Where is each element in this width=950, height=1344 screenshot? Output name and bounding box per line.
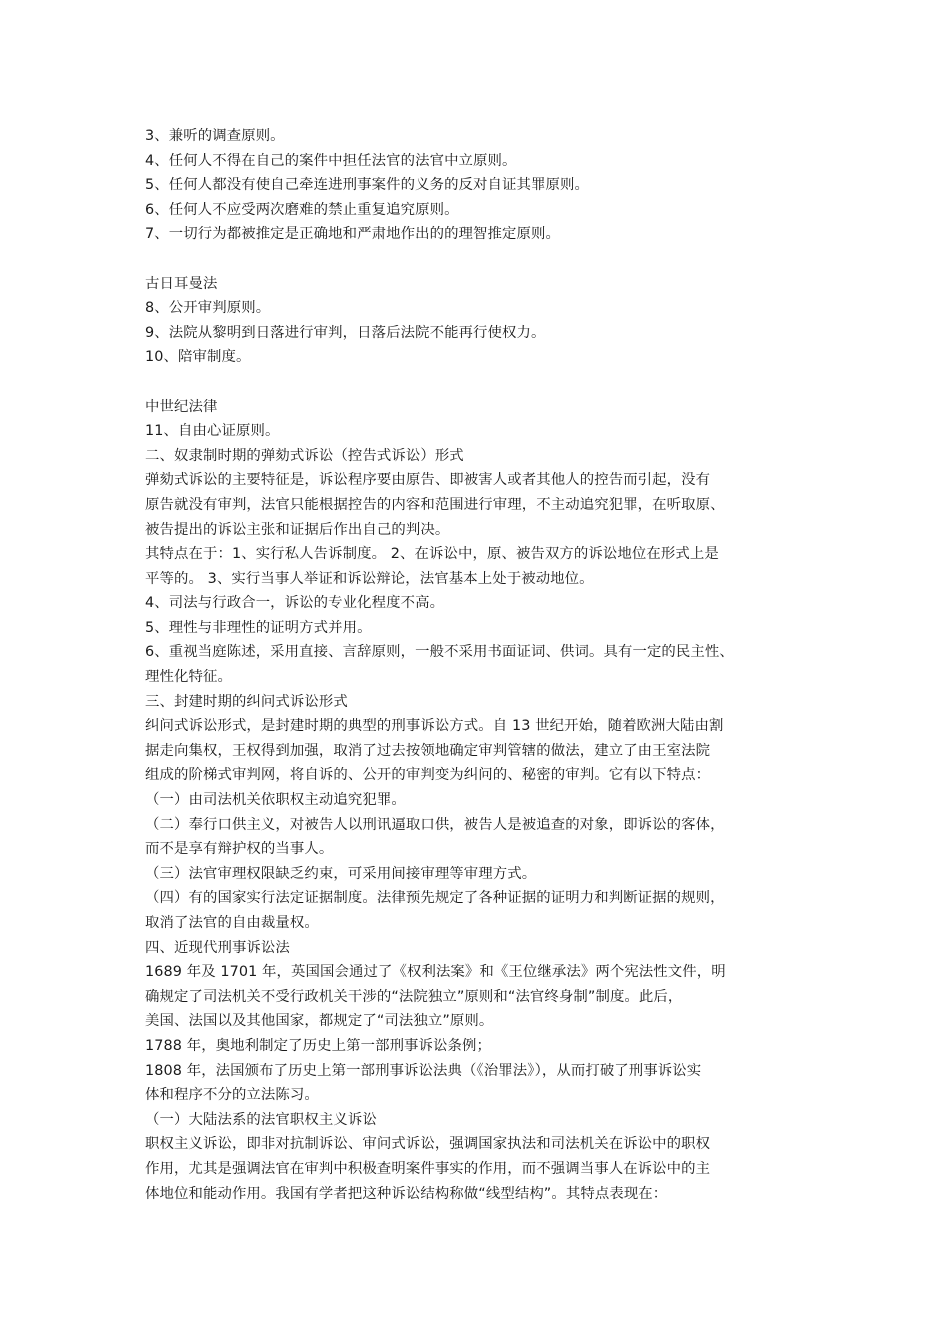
text-line: 8、公开审判原则。 [145,300,271,317]
text-line: 组成的阶梯式审判网，将自诉的、公开的审判变为纠问的、秘密的审判。它有以下特点： [145,767,711,784]
blank-line [145,370,825,395]
text-line: 5、理性与非理性的证明方式并用。 [145,619,372,636]
text-line: 美国、法国以及其他国家，都规定了“司法独立”原则。 [145,1013,494,1030]
text-line: 平等的。 3、实行当事人举证和诉讼辩论，法官基本上处于被动地位。 [145,570,594,587]
document-body [145,124,825,1206]
text-line: 古日耳曼法 [145,275,218,292]
text-line: 弹劾式诉讼的主要特征是，诉讼程序要由原告、即被害人或者其他人的控告而引起，没有 [145,472,711,489]
text-line: 取消了法官的自由裁量权。 [145,915,319,931]
text-line: 职权主义诉讼，即非对抗制诉讼、审问式诉讼，强调国家执法和司法机关在诉讼中的职权 [145,1136,711,1153]
text-line: 1808 年，法国颁布了历史上第一部刑事诉讼法典（《治罪法》），从而打破了刑事诉讼实 [145,1062,702,1079]
text-line: 3、兼听的调查原则。 [145,128,285,144]
text-line: 1788 年，奥地利制定了历史上第一部刑事诉讼条例； [145,1037,492,1054]
text-line: 确规定了司法机关不受行政机关干涉的“法院独立”原则和“法官终身制”制度。此后， [145,988,683,1005]
text-line: 其特点在于：1、实行私人告诉制度。 2、在诉讼中，原、被告双方的诉讼地位在形式上是 [145,546,719,563]
text-line: 作用，尤其是强调法官在审判中积极查明案件事实的作用，而不强调当事人在诉讼中的主 [145,1160,711,1177]
text-line: 而不是享有辩护权的当事人。 [145,841,334,858]
text-line: 三、封建时期的纠问式诉讼形式 [145,693,348,710]
text-line: 4、司法与行政合一，诉讼的专业化程度不高。 [145,595,445,612]
text-line: 被告提出的诉讼主张和证据后作出自己的判决。 [145,521,450,538]
text-line: （四）有的国家实行法定证据制度。法律预先规定了各种证据的证明力和判断证据的规则， [145,890,725,907]
text-line: 9、法院从黎明到日落进行审判，日落后法院不能再行使权力。 [145,324,546,341]
text-line: 7、一切行为都被推定是正确地和严肃地作出的的理智推定原则。 [145,226,560,243]
text-line: 据走向集权，王权得到加强，取消了过去按领地确定审判管辖的做法，建立了由王室法院 [145,742,711,759]
text-line: 11、自由心证原则。 [145,423,280,440]
text-line: （二）奉行口供主义，对被告人以刑讯逼取口供，被告人是被追查的对象，即诉讼的客体， [145,816,725,833]
text-line: 中世纪法律 [145,398,218,415]
text-line: 理性化特征。 [145,669,232,686]
text-line: 四、近现代刑事诉讼法 [145,939,290,956]
text-line: 纠问式诉讼形式，是封建时期的典型的刑事诉讼方式。自 13 世纪开始，随着欧洲大陆由割 [145,718,724,735]
text-line: （一）由司法机关依职权主动追究犯罪。 [145,792,406,809]
text-line: 10、陪审制度。 [145,349,251,366]
text-line: 5、任何人都没有使自己牵连进刑事案件的义务的反对自证其罪原则。 [145,177,589,194]
text-line: 6、重视当庭陈述，采用直接、言辞原则，一般不采用书面证词、供词。具有一定的民主性、 [145,644,734,661]
text-line: 1689 年及 1701 年，英国国会通过了《权利法案》和《王位继承法》两个宪法性文件，明 [145,964,726,981]
text-line: 4、任何人不得在自己的案件中担任法官的法官中立原则。 [145,152,517,169]
text-line: （三）法官审理权限缺乏约束，可采用间接审理等审理方式。 [145,865,537,882]
blank-line [145,247,825,272]
text-line: 原告就没有审判，法官只能根据控告的内容和范围进行审理，不主动追究犯罪，在听取原、 [145,496,725,513]
text-line: 6、任何人不应受两次磨难的禁止重复追究原则。 [145,201,459,218]
text-line: （一）大陆法系的法官职权主义诉讼 [145,1111,377,1128]
text-line: 二、奴隶制时期的弹劾式诉讼（控告式诉讼）形式 [145,447,464,464]
text-line: 体地位和能动作用。我国有学者把这种诉讼结构称做“线型结构”。其特点表现在： [145,1185,668,1202]
text-line: 体和程序不分的立法陈习。 [145,1087,319,1104]
